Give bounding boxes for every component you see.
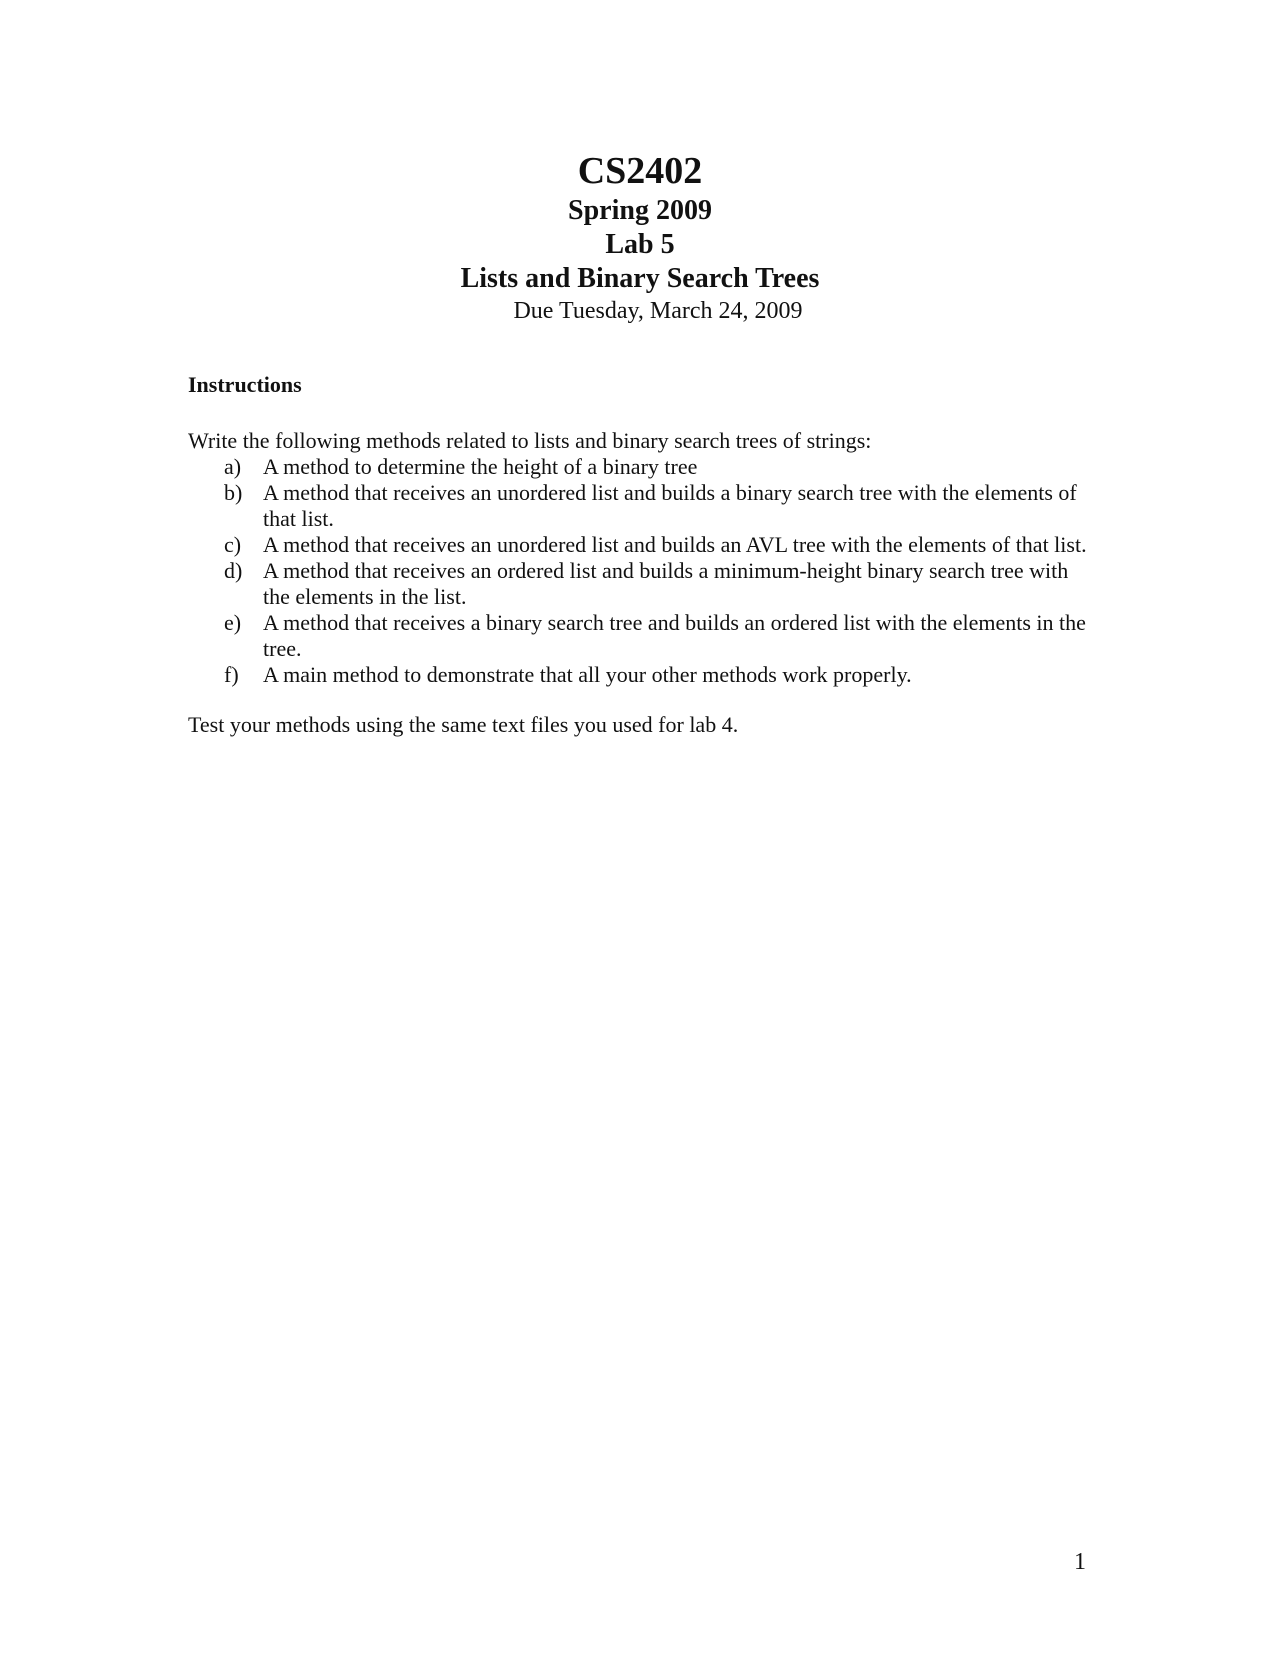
page-number: 1: [1074, 1549, 1086, 1575]
list-item-text: A method that receives a binary search tree and builds an ordered list with the elements in the tree.: [263, 610, 1086, 661]
list-item: [188, 662, 1098, 688]
list-item: [188, 558, 1098, 610]
list-item-text: A method to determine the height of a binary tree: [263, 454, 698, 479]
list-item-marker: a): [224, 454, 242, 479]
term: Spring 2009: [568, 195, 712, 226]
list-item-marker: c): [224, 532, 242, 557]
list-item-text: A method that receives an unordered list and builds a binary search tree with the elements of that list.: [263, 480, 1077, 531]
lab-title: Lists and Binary Search Trees: [460, 263, 820, 294]
list-item-marker: f): [224, 662, 239, 687]
list-item-text: A method that receives an unordered list and builds an AVL tree with the elements of that list.: [263, 532, 1087, 557]
instructions-intro: Write the following methods related to lists and binary search trees of strings:: [188, 428, 872, 453]
list-item-marker: e): [224, 610, 242, 635]
document-header: [0, 148, 1280, 326]
list-item: [188, 610, 1098, 662]
due-date: Due Tuesday, March 24, 2009: [513, 298, 803, 324]
list-item-text: A method that receives an ordered list and builds a minimum-height binary search tree with the elements in the list.: [263, 558, 1069, 609]
section-heading: Instructions: [188, 372, 302, 397]
list-item-marker: d): [224, 558, 243, 583]
list-item-text: A main method to demonstrate that all your other methods work properly.: [263, 662, 912, 687]
list-item: [188, 532, 1098, 558]
instructions-section: [188, 372, 1098, 738]
list-item: [188, 480, 1098, 532]
closing-note: Test your methods using the same text files you used for lab 4.: [188, 712, 739, 737]
list-item: [188, 454, 1098, 480]
course-code: CS2402: [577, 150, 703, 192]
list-item-marker: b): [224, 480, 243, 505]
lab-number: Lab 5: [605, 229, 675, 260]
method-list: [188, 454, 1098, 688]
